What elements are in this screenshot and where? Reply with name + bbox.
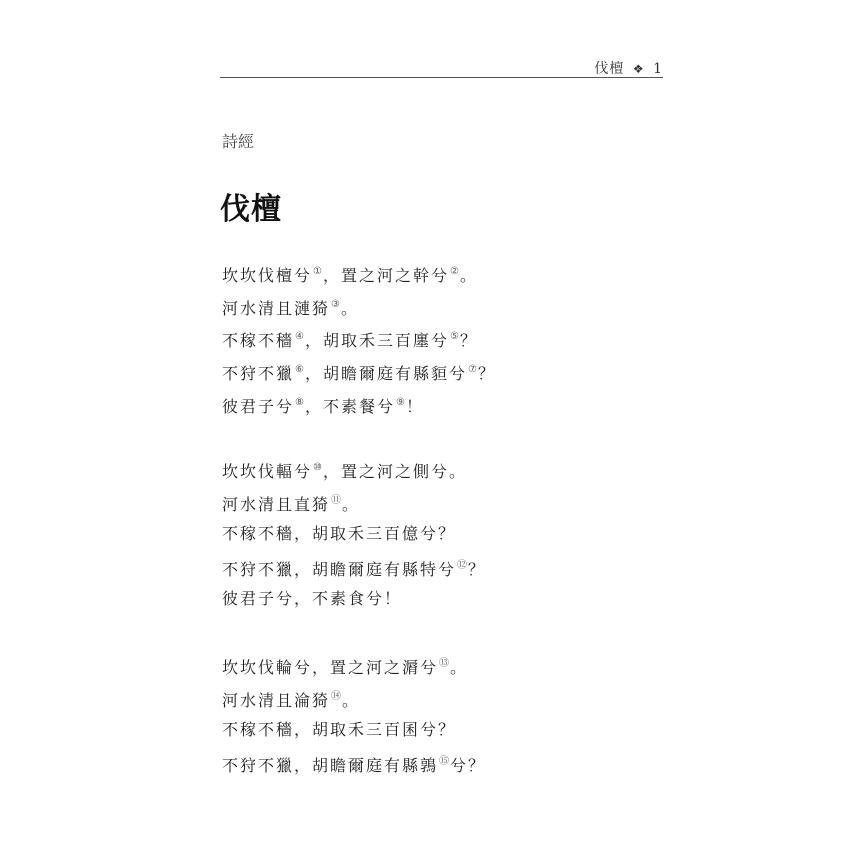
footnote-marker: ⑫	[457, 560, 468, 572]
line-text: ，胡瞻爾庭有縣貆兮	[304, 364, 467, 384]
poem-line	[222, 714, 496, 747]
running-head-title: 伐檀	[594, 61, 625, 77]
line-text: ，置之河之幹兮	[322, 266, 449, 285]
line-text: 不狩不獵，胡瞻爾庭有縣特兮	[222, 560, 457, 580]
line-text: ！	[405, 396, 424, 416]
footnote-marker: ⑤	[450, 331, 459, 343]
line-text: 不稼不穡，胡取禾三百億兮？	[222, 523, 457, 543]
line-text: ？	[459, 331, 478, 351]
line-text: ，胡取禾三百廛兮	[304, 331, 449, 351]
book-title: 詩經	[222, 132, 255, 151]
poem-line	[222, 289, 496, 322]
line-text: 兮？	[450, 756, 487, 776]
line-text: 。	[342, 494, 361, 514]
line-text: 不稼不穡，胡取禾三百囷兮？	[222, 719, 457, 739]
line-text: 。	[340, 298, 359, 318]
line-text: 。	[342, 690, 361, 710]
line-text: ？	[477, 364, 496, 384]
poem-line	[222, 321, 496, 354]
footnote-marker: ①	[313, 266, 322, 277]
poem-title: 伐檀	[220, 192, 282, 227]
stanza	[222, 648, 496, 779]
footnote-marker: ⑭	[331, 690, 342, 702]
poem-line	[222, 681, 496, 714]
stanza	[222, 452, 496, 615]
line-text: 不狩不獵，胡瞻爾庭有縣鶉	[222, 756, 439, 776]
footnote-marker: ⑬	[439, 658, 450, 670]
ornament-icon: ❖	[632, 62, 645, 76]
line-text: 河水清且漣猗	[222, 298, 331, 318]
line-text: 河水清且直猗	[222, 494, 331, 514]
poem-line	[222, 256, 496, 289]
poem-line	[222, 354, 496, 387]
page-number: 1	[653, 61, 663, 77]
footnote-marker: ⑮	[439, 756, 450, 768]
footnote-marker: ⑥	[295, 364, 304, 376]
line-text: 坎坎伐檀兮	[222, 266, 313, 285]
line-text: 。	[459, 266, 478, 285]
line-text: ，不素餐兮	[304, 396, 395, 416]
line-text: 坎坎伐輪兮，置之河之漘兮	[222, 658, 439, 678]
header-rule	[220, 77, 663, 78]
footnote-marker: ⑪	[331, 494, 342, 506]
footnote-marker: ②	[450, 266, 459, 277]
poem-line	[222, 583, 496, 616]
line-text: ，置之河之側兮。	[322, 462, 467, 482]
running-head	[594, 58, 663, 78]
line-text: 彼君子兮，不素食兮！	[222, 588, 403, 608]
poem-line	[222, 452, 496, 485]
poem-line	[222, 648, 496, 681]
line-text: 河水清且淪猗	[222, 690, 331, 710]
poem-line	[222, 518, 496, 551]
footnote-marker: ④	[295, 331, 304, 343]
stanza	[222, 256, 496, 419]
line-text: ？	[468, 560, 487, 580]
footnote-marker: ③	[331, 298, 340, 310]
footnote-marker: ⑧	[295, 396, 304, 408]
line-text: 不狩不獵	[222, 364, 295, 384]
poem-line	[222, 746, 496, 779]
line-text: 。	[450, 658, 469, 678]
poem-line	[222, 550, 496, 583]
footnote-marker: ⑩	[313, 462, 322, 474]
line-text: 坎坎伐輻兮	[222, 462, 313, 482]
footnote-marker: ⑦	[468, 364, 477, 376]
footnote-marker: ⑨	[396, 396, 405, 408]
poem-line	[222, 387, 496, 420]
line-text: 不稼不穡	[222, 331, 295, 351]
poem-body	[222, 256, 496, 812]
poem-line	[222, 485, 496, 518]
line-text: 彼君子兮	[222, 396, 295, 416]
